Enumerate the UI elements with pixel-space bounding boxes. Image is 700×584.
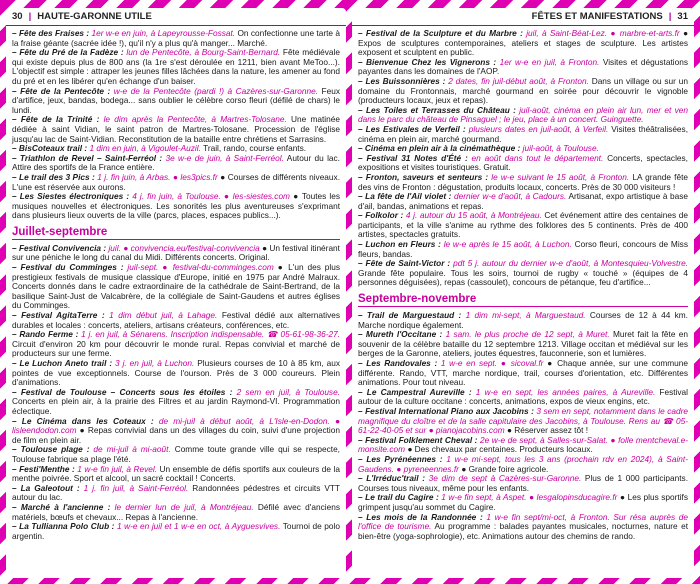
event-entry: [12, 330, 340, 359]
left-page-number: 30: [12, 11, 23, 22]
event-entry: [12, 115, 340, 144]
event-description: Concerts en plein air, à la prairie des Filtres et au jardin Raymond-VI. Programmation éclectique.: [12, 396, 340, 416]
event-date-place: 1 j. en juil, à Sénarens. Inscription indispensable. ☎ 05-61-98-36-27.: [78, 329, 340, 340]
left-entries-top: [12, 29, 340, 221]
event-description: Trail, rando, course enfants.: [200, 143, 307, 154]
event-description: Circuit d'environ 20 km pour découvrir le monde rural. Repas convivial et marché de producteurs sur une ferme.: [12, 338, 340, 359]
event-entry: [358, 77, 688, 106]
event-description: ● Repas convivial dans un des villages du coin, suivi d'une projection de film en plein air.: [12, 425, 340, 445]
section-heading-juillet-septembre: Juillet-septembre: [12, 226, 340, 240]
event-date-place: en août dans tout le département.: [467, 152, 604, 163]
event-date-place: le w-e après le 15 août, à Luchon.: [440, 239, 572, 250]
event-entry: [12, 29, 340, 48]
event-date-place: le dernier lun de juil, à Montréjeau.: [110, 501, 254, 512]
event-entry: [358, 388, 688, 407]
event-entry: [358, 474, 688, 493]
event-date-place: juil-août, à Toulouse.: [520, 143, 599, 154]
event-description: Plus de 1 000 participants. Courses tous niveaux, même pour les enfants.: [358, 473, 688, 493]
event-entry: [12, 154, 340, 173]
section-heading-septembre-novembre: Septembre-novembre: [358, 293, 688, 307]
event-entry: [358, 211, 688, 240]
event-title: – La Tullianna Polo Club :: [12, 521, 115, 532]
event-title: – Le trail des 3 Pics :: [12, 171, 95, 182]
event-title: – Festival du Comminges :: [12, 262, 124, 273]
event-entry: [358, 240, 688, 259]
event-description: Cet événement attire des centaines de participants, et la ville s'anime au rythme des folklores des 5 continents. Près de 400 artistes, spectacles gratuits.: [358, 210, 688, 240]
left-entries-bottom: [12, 244, 340, 541]
event-date-place: pdt 5 j. autour du dernier w-e d'août, à Montesquieu-Volvestre.: [450, 258, 689, 269]
event-date-place: le dim après la Pentecôte, à Martres-Tolosane.: [99, 114, 287, 125]
event-date-place: 4 j. autour du 15 août, à Montréjeau.: [403, 210, 542, 221]
event-title: – Le Luchon Aneto trail :: [12, 358, 113, 368]
event-description: Dans un village ou sur un domaine du Frontonnais, marché gourmand en soirée pour découvrir le vignoble (producteurs locaux, jeux et repas).: [358, 75, 688, 106]
event-entry: [12, 484, 340, 503]
event-title: – La fête de l'Ail violet :: [358, 191, 452, 202]
event-title: – Luchon en Fleurs :: [358, 239, 441, 250]
event-description: ● Chaque année, sur une commune différente. Rando, VTT, marche nordique, trail, courses d'orientation, etc. Différentes animations. Pour tout niveau.: [358, 358, 688, 388]
event-title: – Trail de Marguestaud :: [358, 310, 462, 321]
event-date-place: 2 dates, fin juil-début août, à Fronton.: [445, 75, 589, 86]
event-description: Défilé avec d'anciens matériels, bœufs et chevaux... Repas à l'ancienne.: [12, 501, 340, 522]
event-title: – Festival Folklement Cheval :: [358, 434, 478, 445]
event-title: – Bienvenue Chez les Vignerons :: [358, 56, 497, 67]
event-title: – Folkolor :: [358, 210, 404, 221]
event-title: – Le Cinéma dans les Coteaux :: [12, 415, 154, 426]
event-description: ● Des chevaux par centaines. Producteurs locaux.: [405, 444, 593, 455]
event-title: – Toulouse plage :: [12, 444, 90, 455]
event-entry: [358, 359, 688, 388]
event-title: – Fête de la Trinité :: [12, 114, 100, 125]
event-title: – Fête de Saint-Victor :: [358, 258, 451, 269]
event-entry: [12, 192, 340, 221]
event-description: Festival dédié aux alternatives durables et locales : concerts, ateliers, artisans créateurs, conférences, etc.: [12, 310, 340, 330]
event-entry: [358, 513, 688, 542]
event-entry: [12, 244, 340, 263]
right-page: [352, 8, 694, 578]
event-entry: [12, 311, 340, 330]
event-date-place: lun de Pentecôte, à Bourg-Saint-Bernard.: [123, 47, 281, 58]
event-title: – Festival 31 Notes d'Été :: [358, 152, 468, 163]
event-title: – Festival International Piano aux Jacobins :: [358, 405, 534, 416]
event-date-place: 3 sem en sept, notamment dans le cadre magnifique du cloître et de la salle capitulaire des Jacobins, à Toulouse. Rens au ☎ 05-61-22-40-05 et sur ● pianojacobins.com: [358, 405, 688, 436]
event-entry: [12, 263, 340, 311]
event-date-place: 1 w-e mi-sept, tous les 3 ans (prochain rdv en 2024), à Saint-Gaudens. ● pyreneennes.fr: [358, 453, 688, 474]
event-entry: [358, 493, 688, 512]
right-page-number: 31: [677, 11, 688, 22]
event-date-place: 4 j. fin juin, à Toulouse. ● les-siestes.com: [129, 191, 290, 202]
event-description: ● L'un des plus prestigieux festivals de musique classique d'Europe, initié en 1975 par André Malraux. Concerts donnés dans le cadre extraordinaire de la cathédrale de Saint-Bertrand, de la basilique Saint-Just de Valcabrère, de la collégiale de Saint-Gaudens et autres églises du Comminges.: [12, 262, 340, 311]
event-date-place: 3e w-e de juin, à Saint-Ferréol.: [162, 152, 284, 163]
event-date-place: juil. ● convivencia.eu/festival-convivencia: [106, 242, 260, 253]
event-title: – Les mois de la Randonnée :: [358, 511, 483, 522]
event-description: ● Un festival itinérant sur une péniche le long du canal du Midi. Différents concerts. Original.: [12, 242, 340, 263]
event-title: – Mureth l'Occitane :: [358, 329, 443, 340]
event-title: – Festival Convivencia :: [12, 242, 107, 253]
event-description: Feux d'artifice, jeux, bandas, bodega... sans oublier le célèbre corso fleuri (défilé de chars) le lundi.: [12, 85, 340, 115]
event-entry: [358, 173, 688, 192]
event-description: Courses de 12 à 44 km. Marche nordique également.: [358, 310, 688, 330]
header-separator: |: [28, 11, 32, 22]
event-description: Au programme : balades payantes musicales, nocturnes, nature et bien-être (yoga-sophrologie), etc. Animations autour des chemins de rando.: [358, 521, 689, 541]
event-title: – Marché à l'ancienne :: [12, 501, 111, 512]
event-date-place: le w-e suivant le 15 août, à Fronton.: [488, 171, 630, 182]
event-title: – Festi'Menthe :: [12, 463, 75, 474]
event-date-place: 1 dim début juil, à Lahage.: [104, 310, 218, 321]
event-date-place: 1 w-e fin sept/mi-oct, à Fronton. Sur résa auprès de l'office de tourisme.: [358, 511, 688, 532]
event-description: Visites et dégustations payantes dans les domaines de l'AOP.: [358, 56, 688, 77]
event-title: – Le trail du Cagire :: [358, 492, 439, 503]
event-date-place: 1er w-e en juil, à Fronton.: [496, 56, 600, 67]
event-title: – BisCoteaux trail :: [12, 143, 88, 154]
event-date-place: 1 w-e en sept. ● sicoval.fr: [437, 358, 544, 368]
event-description: ● Toutes les musiques nouvelles et électroniques. Les sonorités les plus aventureuses s'exprimant dans plusieurs lieux ouverts de la ville (parcs, places, espaces publics...).: [12, 191, 340, 221]
left-running-title: HAUTE-GARONNE UTILE: [37, 11, 152, 22]
right-entries-top: [358, 29, 688, 288]
event-date-place: plusieurs dates en juil-août, à Verfeil.: [465, 123, 609, 134]
event-description: Autour du lac. Attire des sportifs de la France entière.: [12, 152, 340, 173]
event-entry: [358, 436, 688, 455]
left-page-header: [6, 8, 346, 26]
event-title: – Le Campestral Aureville :: [358, 386, 472, 397]
event-entry: [12, 359, 340, 388]
event-title: – Festival de la Sculpture et du Marbre :: [358, 28, 523, 38]
event-title: – Fête du Pré de la Fadèze :: [12, 47, 124, 58]
event-title: – Les Pyrénéennes :: [358, 453, 443, 464]
event-date-place: 1 j. fin juil, à Saint-Ferréol.: [79, 482, 189, 493]
event-description: Concerts, spectacles, expositions et visites touristiques. Gratuit.: [358, 152, 688, 173]
event-title: – Les Buissonnières :: [358, 75, 446, 86]
event-entry: [12, 48, 340, 86]
event-description: Festival autour de la culture occitane : concerts, animations, expos de vieux engins, etc.: [358, 386, 688, 407]
event-entry: [358, 455, 688, 474]
event-entry: [12, 445, 340, 464]
right-column: [352, 26, 694, 541]
event-entry: [358, 154, 688, 173]
event-date-place: dernier w-e d'août, à Cadours.: [451, 191, 567, 202]
event-entry: [12, 522, 340, 541]
left-page: [6, 8, 346, 578]
event-description: ● Grande foire agricole.: [458, 463, 549, 474]
event-date-place: 1 w-e fin juil, à Revel.: [74, 463, 158, 474]
event-date-place: 1 j. fin juin, à Arbas. ● les3pics.fr: [94, 171, 218, 182]
event-date-place: de mi-juil à début août, à L'Isle-en-Dodon. ● lisleendodon.com: [12, 415, 341, 436]
event-date-place: 3e dim de sept à Cazères-sur-Garonne.: [425, 473, 582, 484]
event-title: – Fronton, saveurs et senteurs :: [358, 171, 489, 182]
event-date-place: 1 sam. le plus proche de 12 sept, à Muret.: [442, 329, 610, 340]
event-description: ● Courses de différents niveaux. L'une est réservée aux ourons.: [12, 171, 340, 192]
event-description: On confectionne une tarte à la fraise géante (sacrée idée !), qu'il n'y a plus qu'à manger... Marché.: [12, 28, 340, 48]
event-title: – Festival AgitaTerre :: [12, 310, 105, 321]
event-description: Tournoi de polo argentin.: [12, 521, 340, 541]
right-page-header: [352, 8, 694, 26]
event-title: – Fête des Fraises :: [12, 28, 90, 38]
event-entry: [358, 29, 688, 58]
event-date-place: 1 w-e en juil et 1 w-e en oct, à Ayguesvives.: [114, 521, 281, 532]
event-entry: [12, 465, 340, 484]
event-description: ● Réserver assez tôt !: [504, 425, 589, 436]
event-description: LA grande fête des vins de Fronton : dégustation, produits locaux, concerts. Près de 30 000 visiteurs !: [358, 171, 689, 192]
event-date-place: de mi-juil à mi-août.: [89, 444, 171, 455]
event-entry: [12, 417, 340, 446]
left-column: [6, 26, 346, 541]
right-running-title: FÊTES ET MANIFESTATIONS: [531, 11, 663, 22]
event-title: – Fête de la Pentecôte :: [12, 85, 111, 96]
event-description: ● Expos de sculptures contemporaines, ateliers et stages de sculpture. Les artistes exposent et sculptent en public.: [358, 28, 689, 58]
event-entry: [358, 106, 688, 125]
event-date-place: juil-sept. ● festival-du-comminges.com: [123, 262, 274, 273]
event-entry: [12, 173, 340, 192]
event-date-place: 1 dim mi-sept, à Marguestaud.: [461, 310, 586, 321]
event-date-place: 3 j. en juil, à Luchon.: [112, 358, 195, 368]
event-date-place: 1 w-e en sept, les années paires, à Aureville.: [471, 386, 656, 397]
event-entry: [358, 259, 688, 288]
event-description: Artisanat, expo artistique à base d'ail, bandas, animations et repas.: [358, 191, 688, 211]
event-description: ● Les plus sportifs grimpent jusqu'au sommet du Cagire.: [358, 492, 688, 512]
event-description: Fête médiévale qui existe depuis plus de 800 ans (la 1re s'est déroulée en 1211, bien avant MeToo...). L'objectif est simple : attraper les jeunes filles lâchées dans la nature, les amener au fond du pré et en les libérer qu'en échange d'un baiser.: [12, 47, 341, 86]
event-description: Une matinée dédiée à saint Vidian, le saint patron de Martres-Tolosane. Procession de l'église jusqu'au lac de Saint-Vidian. Reconstitution de la bataille entre chrétiens et Sarrasins.: [12, 114, 340, 144]
right-entries-bottom: [358, 311, 688, 541]
header-separator: |: [668, 11, 672, 22]
event-entry: [358, 311, 688, 330]
event-entry: [12, 503, 340, 522]
event-entry: [358, 192, 688, 211]
event-title: – Triathlon de Revel – Saint-Ferréol :: [12, 152, 163, 163]
event-description: Visites théâtralisées, cinéma en plein air, marché gourmand.: [358, 123, 688, 144]
event-title: – Les Toiles et Terrasses du Château :: [358, 104, 516, 115]
event-description: Muret fait la fête en souvenir de la célèbre bataille du 12 septembre 1213. Village occitan et médiéval sur les berges de la Garonne, ateliers, joutes équestres, fauconnerie, son et lumières.: [358, 329, 689, 359]
event-date-place: 1 w-e fin sept, à Aspet. ● lesgalopinsducagire.fr: [438, 492, 618, 503]
event-title: – Les Estivales de Verfeil :: [358, 123, 466, 134]
event-title: – Rando Ferme :: [12, 329, 79, 340]
event-description: Grande fête populaire. Tous les soirs, tournoi de rugby « touché » (équipes de 4 personnes déguisées), repas (cassoulet), concours de pétanque, feu d'artifice...: [358, 267, 688, 288]
event-entry: [358, 407, 688, 436]
event-entry: [358, 330, 688, 359]
event-description: Corso fleuri, concours de Miss fleurs, bandas.: [358, 239, 688, 259]
event-description: Plusieurs courses de 10 à 85 km, aux pointes de vue exceptionnels. Course de l'ourson. Près de 3 000 coureurs. Plein d'animations.: [12, 358, 340, 388]
event-date-place: w-e de la Pentecôte (pardi !) à Cazères-sur-Garonne.: [110, 85, 319, 96]
event-date-place: juil-août, cinéma en plein air lun, mer et ven dans le parc du château de Pinsaguel ; le jeu, place à un concert. Guinguette.: [358, 104, 688, 125]
event-date-place: 2 sem en juil, à Toulouse.: [232, 386, 340, 397]
event-title: – Cinéma en plein air à la cinémathèque :: [358, 143, 521, 154]
event-title: – Festival de Toulouse – Concerts sous les étoiles :: [12, 386, 233, 397]
event-description: Randonnées pédestres et circuits VTT autour du lac.: [12, 482, 340, 503]
event-date-place: juil, à Saint-Béat-Lez. ● marbre-et-arts.fr: [522, 28, 680, 38]
event-title: – L'Irréduc'trail :: [358, 473, 425, 484]
event-title: – Les Randovales :: [358, 358, 438, 368]
event-entry: [358, 125, 688, 144]
event-date-place: 2e w-e de sept, à Salles-sur-Salat. ● folle mentcheval.e-monsite.com: [358, 434, 688, 455]
event-title: – Les Siestes électroniques :: [12, 191, 130, 202]
event-entry: [12, 388, 340, 417]
event-description: Comme toute grande ville qui se respecte, Toulouse fabrique sa plage l'été.: [12, 444, 340, 464]
event-entry: [358, 58, 688, 77]
event-description: Un ensemble de défis sportifs aux couleurs de la menthe poivrée. Sport et alcool, un sacré cocktail ! Concerts.: [12, 463, 340, 484]
event-title: – La Galeotout :: [12, 482, 80, 493]
event-entry: [12, 87, 340, 116]
event-date-place: 1 dim en juin, à Vigoulet-Auzil.: [87, 143, 201, 154]
event-date-place: 1er w-e en juin, à Lapeyrousse-Fossat.: [89, 28, 236, 38]
